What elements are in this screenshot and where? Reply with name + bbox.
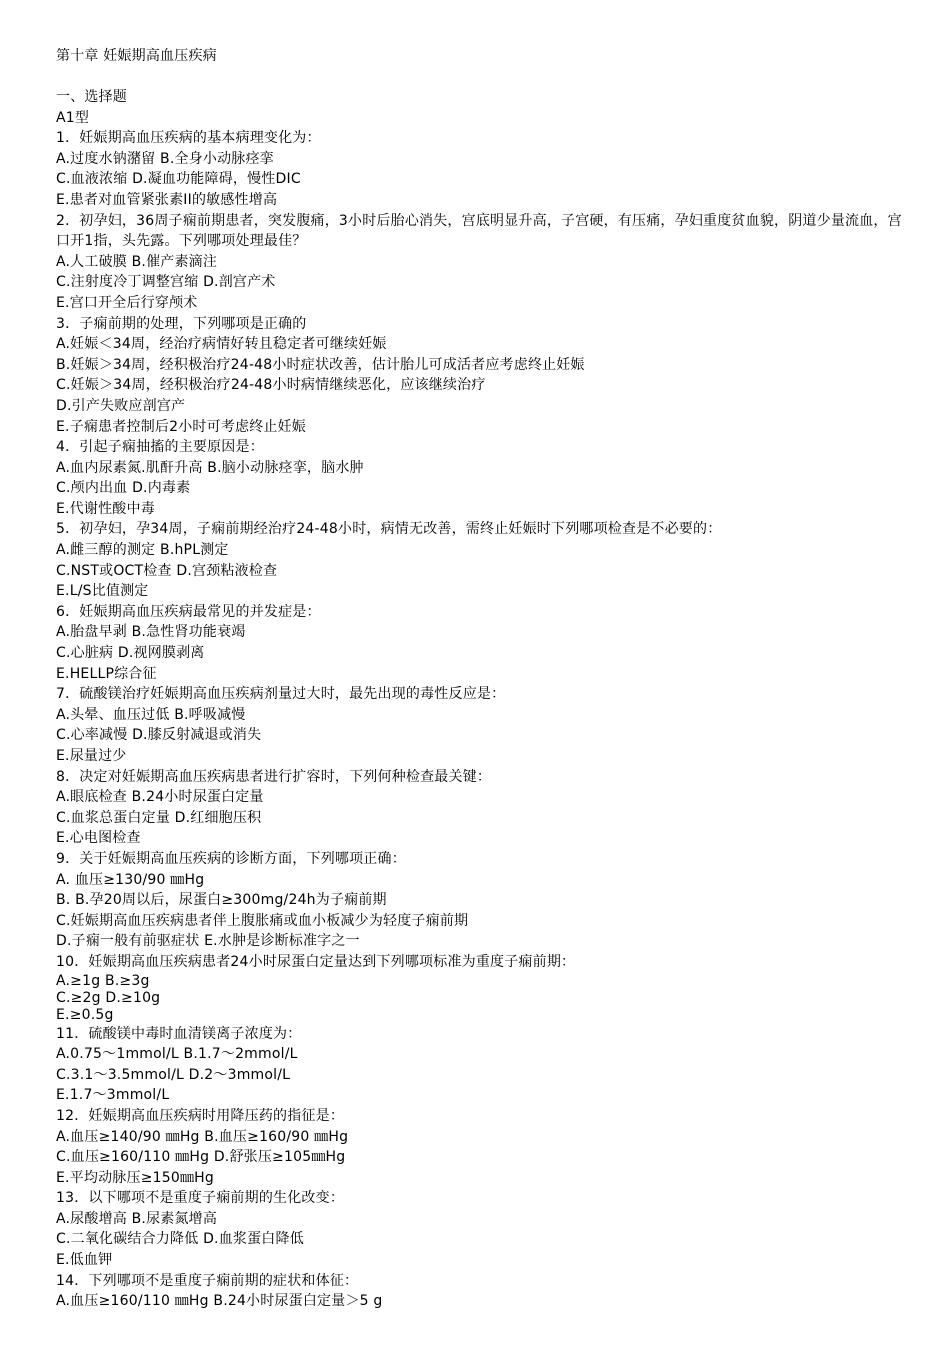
text-line: C.血液浓缩 D.凝血功能障碍，慢性DIC [56,171,301,188]
text-line: 12．妊娠期高血压疾病时用降压药的指征是： [56,1107,345,1124]
text-line: C.心脏病 D.视网膜剥离 [56,645,205,662]
text-line: B. B.孕20周以后，尿蛋白≥300mg/24h为子痫前期 [56,892,387,909]
text-line: 14．下列哪项不是重度子痫前期的症状和体征： [56,1272,359,1289]
text-line: A.血内尿素氮.肌酐升高 B.脑小动脉痉挛，脑水肿 [56,459,364,476]
text-line: E.HELLP综合征 [56,665,157,682]
text-line: E.低血钾 [56,1252,113,1269]
text-line: E.代谢性酸中毒 [56,500,155,517]
text-line: A.≥1g B.≥3g [56,972,150,989]
text-line: 6．妊娠期高血压疾病最常见的并发症是： [56,603,321,620]
text-line: A.0.75～1mmol/L B.1.7～2mmol/L [56,1046,298,1063]
text-line: C.3.1～3.5mmol/L D.2～3mmol/L [56,1066,291,1083]
text-line: E.尿量过少 [56,748,127,764]
text-line: C.心率减慢 D.膝反射减退或消失 [56,727,262,744]
text-line: A.人工破膜 B.催产素滴注 [56,253,218,270]
text-line: A.妊娠＜34周，经治疗病情好转且稳定者可继续妊娠 [56,336,387,353]
text-line: D.引产失败应剖宫产 [56,397,186,414]
spacer [56,67,916,87]
questions-block-11-14 [56,1024,916,1312]
text-line: C.≥2g D.≥10g [56,989,161,1006]
text-line: E.宫口开全后行穿颅术 [56,294,198,311]
text-line: E.子痫患者控制后2小时可考虑终止妊娠 [56,418,307,435]
text-line: C.颅内出血 D.内毒素 [56,480,191,497]
document-page [56,46,916,1312]
text-line: 7．硫酸镁治疗妊娠期高血压疾病剂量过大时，最先出现的毒性反应是： [56,686,506,703]
text-line: A.过度水钠潴留 B.全身小动脉痉挛 [56,150,274,167]
section-heading: 一、选择题 [56,89,127,105]
text-line: 8．决定对妊娠期高血压疾病患者进行扩容时，下列何种检查最关键： [56,768,492,785]
questions-block-1-10 [56,128,916,972]
text-line: C.二氧化碳结合力降低 D.血浆蛋白降低 [56,1231,304,1248]
text-line: 10．妊娠期高血压疾病患者24小时尿蛋白定量达到下列哪项标准为重度子痫前期： [56,953,576,970]
text-line: 2．初孕妇，36周子痫前期患者，突发腹痛，3小时后胎心消失，宫底明显升高，子宫硬，有压痛，孕妇重度贫血貌，阴道少量流血，宫口开1指，头先露。下列哪项处理最佳？ [56,212,902,250]
text-line: C.妊娠＞34周，经积极治疗24-48小时病情继续恶化，应该继续治疗 [56,377,486,394]
text-line: A.血压≥160/110 ㎜Hg B.24小时尿蛋白定量＞5 g [56,1293,383,1310]
text-line: E.心电图检查 [56,830,141,847]
answers-block-10 [56,973,916,1024]
text-line: A.眼底检查 B.24小时尿蛋白定量 [56,789,264,806]
text-line: 1．妊娠期高血压疾病的基本病理变化为： [56,130,321,147]
text-line: A.胎盘早剥 B.急性肾功能衰竭 [56,624,246,641]
text-line: E.平均动脉压≥150㎜Hg [56,1169,214,1186]
text-line: A.头晕、血压过低 B.呼吸减慢 [56,706,246,723]
text-line: 4．引起子痫抽搐的主要原因是： [56,439,264,456]
text-line: D.子痫一般有前驱症状 E.水肿是诊断标准字之一 [56,933,360,950]
text-line: E.≥0.5g [56,1006,114,1023]
text-line: A.血压≥140/90 ㎜Hg B.血压≥160/90 ㎜Hg [56,1128,349,1145]
question-type-heading: A1型 [56,109,90,126]
text-line: E.1.7～3mmol/L [56,1087,170,1104]
text-line: C.血压≥160/110 ㎜Hg D.舒张压≥105㎜Hg [56,1149,346,1166]
text-line: E.患者对血管紧张素II的敏感性增高 [56,191,278,208]
text-line: A.雌三醇的测定 B.hPL测定 [56,542,229,559]
text-line: 13．以下哪项不是重度子痫前期的生化改变： [56,1190,345,1207]
text-line: 11．硫酸镁中毒时血清镁离子浓度为： [56,1025,302,1042]
text-line: C.NST或OCT检查 D.宫颈粘液检查 [56,562,278,579]
text-line: E.L/S比值测定 [56,583,149,600]
text-line: C.注射度冷丁调整宫缩 D.剖宫产术 [56,274,276,291]
text-line: 5．初孕妇，孕34周，子痫前期经治疗24-48小时，病情无改善，需终止妊娠时下列哪项检查是不必要的： [56,521,722,538]
text-line: A.尿酸增高 B.尿素氮增高 [56,1210,218,1227]
text-line: A. 血压≥130/90 ㎜Hg [56,871,205,888]
text-line: 9．关于妊娠期高血压疾病的诊断方面，下列哪项正确： [56,850,406,867]
text-line: 3．子痫前期的处理，下列哪项是正确的 [56,315,307,332]
text-line: C.妊娠期高血压疾病患者伴上腹胀痛或血小板减少为轻度子痫前期 [56,912,469,929]
text-line: B.妊娠＞34周，经积极治疗24-48小时症状改善，估计胎儿可成活者应考虑终止妊娠 [56,356,585,373]
text-line: C.血浆总蛋白定量 D.红细胞压积 [56,809,262,826]
chapter-title: 第十章 妊娠期高血压疾病 [56,48,217,64]
